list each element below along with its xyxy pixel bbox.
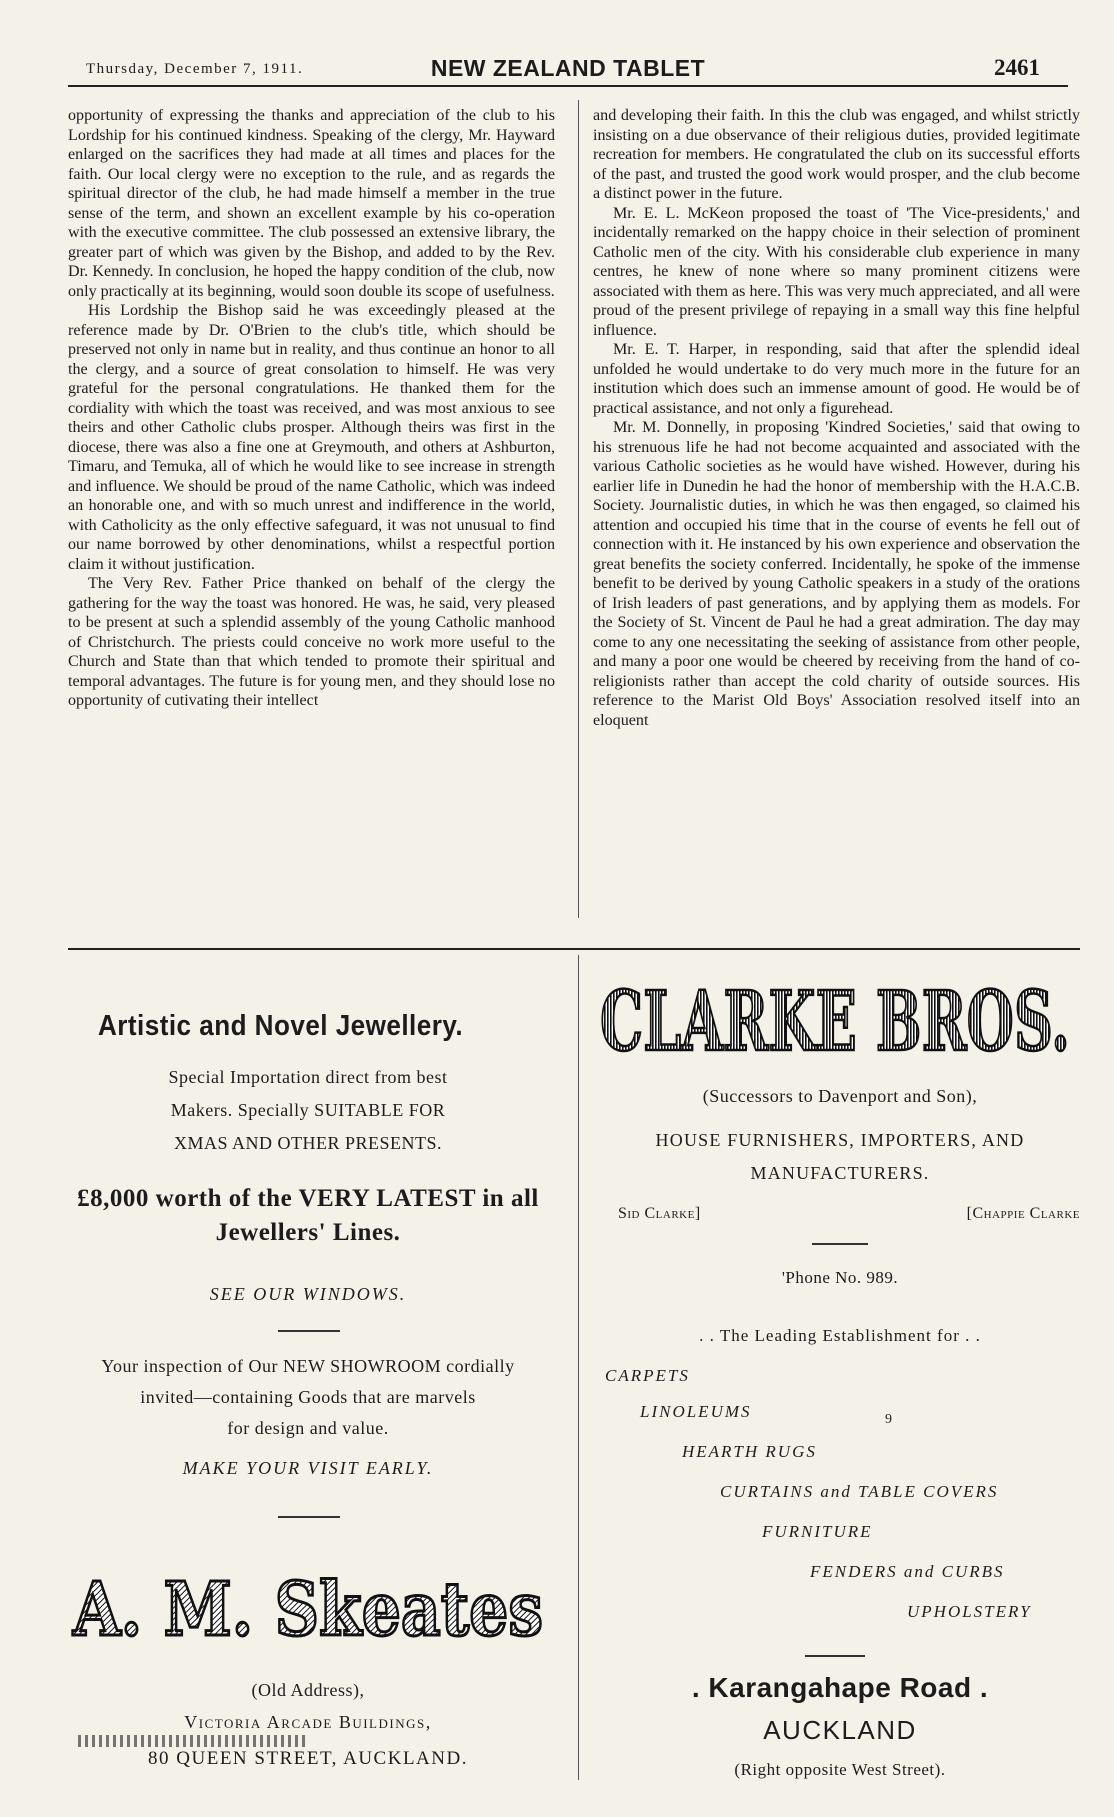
product-item: CARPETS bbox=[605, 1366, 690, 1385]
product-item: LINOLEUMS bbox=[640, 1402, 752, 1421]
product-item: FENDERS and CURBS bbox=[810, 1562, 1005, 1581]
street-name: . Karangahape Road . bbox=[691, 1672, 989, 1703]
product-item: FURNITURE bbox=[762, 1522, 873, 1541]
short-rule bbox=[278, 1516, 340, 1518]
product-item: CURTAINS and TABLE COVERS bbox=[720, 1482, 999, 1501]
section-divider bbox=[68, 948, 1080, 950]
svg-text:CLARKE BROS.: CLARKE BROS. bbox=[600, 974, 1070, 1070]
partner-left: Sid Clarke] bbox=[618, 1205, 701, 1222]
page-number: 2461 bbox=[994, 55, 1040, 80]
city-name: AUCKLAND bbox=[763, 1715, 917, 1745]
clarke-bros-logo bbox=[595, 960, 1085, 1070]
advert-headline: Jewellers' Lines. bbox=[215, 1219, 401, 1246]
trade-line: HOUSE FURNISHERS, IMPORTERS, AND bbox=[655, 1130, 1025, 1150]
street-address: 80 QUEEN STREET, AUCKLAND. bbox=[148, 1748, 468, 1769]
short-rule bbox=[805, 1655, 865, 1657]
issue-date: Thursday, December 7, 1911. bbox=[86, 61, 304, 77]
paragraph: Mr. E. T. Harper, in responding, said that after the splendid ideal unfolded he would undertake to do very much more in the future for an institution which does such an immense amount of good. He would be of practical assistance, and not only a figurehead. bbox=[593, 341, 1080, 417]
advert-visit: MAKE YOUR VISIT EARLY. bbox=[182, 1458, 434, 1478]
short-rule bbox=[812, 1243, 868, 1245]
article-column-left bbox=[68, 106, 555, 918]
skeates-logo bbox=[68, 1560, 548, 1660]
paragraph: His Lordship the Bishop said he was exceedingly pleased at the reference made by Dr. O'Brien to the club's title, which should be preserved not only in name but in reality, and thus continue an honor to all the clergy, and a source of great consolation to himself. He was very grateful for the personal congratulations. He thanked them for the cordiality with which the toast was received, and was most anxious to see theirs and other Catholic clubs prosper. Although theirs was first in the diocese, there was also a fine one at Greymouth, and others at Ashburton, Timaru, and Temuka, all of which he would like to see increase in strength and influence. We should be proud of the name Catholic, which was indeed an honorable one, and with so much unrest and indifference in the world, with Catholicity as the only effective safeguard, it was not unusual to find our name borrowed by other denominations, whilst a respectful portion claim it without justification. bbox=[68, 302, 555, 573]
publication-title: NEW ZEALAND TABLET bbox=[430, 55, 706, 81]
advert-title: Artistic and Novel Jewellery. bbox=[98, 1010, 464, 1042]
paragraph: Mr. E. L. McKeon proposed the toast of 'The Vice-presidents,' and incidentally remarked on the happy choice in their selection of prominent Catholic men of the city. With his considerable club experience in many centres, he knew of none where so many prominent citizens were associated with them as here. This was very much appreciated, and all were proud of the present privilege of repaying in a small way this fine helpful influence. bbox=[593, 204, 1080, 339]
column-divider bbox=[578, 100, 579, 918]
advert-line: Makers. Specially SUITABLE FOR bbox=[170, 1100, 446, 1120]
successors: (Successors to Davenport and Son), bbox=[702, 1086, 978, 1106]
svg-text:A. M. Skeates: A. M. Skeates bbox=[72, 1567, 543, 1653]
article-column-right bbox=[593, 106, 1080, 918]
advert-clarke-bros bbox=[590, 960, 1090, 1790]
stray-mark: 9 bbox=[885, 1412, 892, 1427]
product-item: UPHOLSTERY bbox=[907, 1602, 1032, 1621]
location-note: (Right opposite West Street). bbox=[734, 1760, 946, 1779]
paragraph: Mr. M. Donnelly, in proposing 'Kindred Societies,' said that owing to his strenuous life he had not become acquainted and associated with the various Catholic societies as he would have wished. However, during his earlier life in Dunedin he had the honor of membership with the H.A.C.B. Society. Journalistic duties, in which he was then engaged, so claimed his attention and occupied his time that in the course of events he fell out of connection with it. He instanced by his own experience and observation the great benefits the society conferred. Incidentally, he spoke of the immense benefit to be derived by young Catholic speakers in a study of the orations of Irish leaders of past generations, and by applying them as models. For the Society of St. Vincent de Paul he had a great admiration. The day may come to any one necessitating the seeking of assistance from other people, and many a poor one would be cheered by receiving from the hand of co-religionists rather than accept the cold charity of outside sources. His reference to the Marist Old Boys' Association resolved itself into an eloquent bbox=[593, 419, 1080, 729]
advert-skeates bbox=[68, 960, 573, 1790]
leading-establishment: . . The Leading Establishment for . . bbox=[699, 1326, 981, 1345]
advert-line: XMAS AND OTHER PRESENTS. bbox=[173, 1133, 443, 1153]
advert-line: Your inspection of Our NEW SHOWROOM cordially bbox=[101, 1356, 515, 1376]
advert-line: invited—containing Goods that are marvels bbox=[140, 1387, 476, 1407]
advert-see-windows: SEE OUR WINDOWS. bbox=[209, 1284, 407, 1304]
phone-number: 'Phone No. 989. bbox=[781, 1268, 899, 1287]
advert-line: Special Importation direct from best bbox=[168, 1067, 448, 1087]
short-rule bbox=[278, 1330, 340, 1332]
ink-smudge bbox=[78, 1735, 308, 1747]
partner-right: [Chappie Clarke bbox=[966, 1205, 1080, 1222]
paragraph: opportunity of expressing the thanks and appreciation of the club to his Lordship for his continued kindness. Speaking of the clergy, Mr. Hayward enlarged on the sacrifices they had made at all times and places for the faith. Our local clergy were no exception to the rule, and as regards the spiritual director of the club, he had made himself a member in the true sense of the term, and shown an excellent example by his co-operation with the executive committee. The club possessed an extensive library, the greater part of which was given by the Bishop, and added to by the Rev. Dr. Kennedy. In conclusion, he hoped the happy condition of the club, now only practically at its beginning, would soon double its scope of usefulness. bbox=[68, 107, 555, 300]
advert-headline: £8,000 worth of the VERY LATEST in all bbox=[77, 1185, 539, 1212]
advert-line: for design and value. bbox=[227, 1418, 389, 1438]
buildings: Victoria Arcade Buildings, bbox=[184, 1712, 432, 1732]
product-item: HEARTH RUGS bbox=[682, 1442, 817, 1461]
trade-line: MANUFACTURERS. bbox=[750, 1163, 930, 1183]
paragraph: and developing their faith. In this the club was engaged, and whilst strictly insisting on a due observance of their religious duties, provided legitimate recreation for members. He congratulated the club on its successful efforts of the past, and trusted the good work would prosper, and the club become a distinct power in the future. bbox=[593, 107, 1080, 202]
old-address: (Old Address), bbox=[251, 1680, 365, 1700]
page-header bbox=[68, 55, 1068, 87]
paragraph: The Very Rev. Father Price thanked on behalf of the clergy the gathering for the way the toast was honored. He was, he said, very pleased to be present at such a splendid assembly of the young Catholic manhood of Christchurch. The priests could conceive no work more useful to the Church and State than that which tended to promote their spiritual and temporal advantages. The future is for young men, and they should lose no opportunity of cutivating their intellect bbox=[68, 575, 555, 709]
advert-divider bbox=[578, 955, 579, 1780]
